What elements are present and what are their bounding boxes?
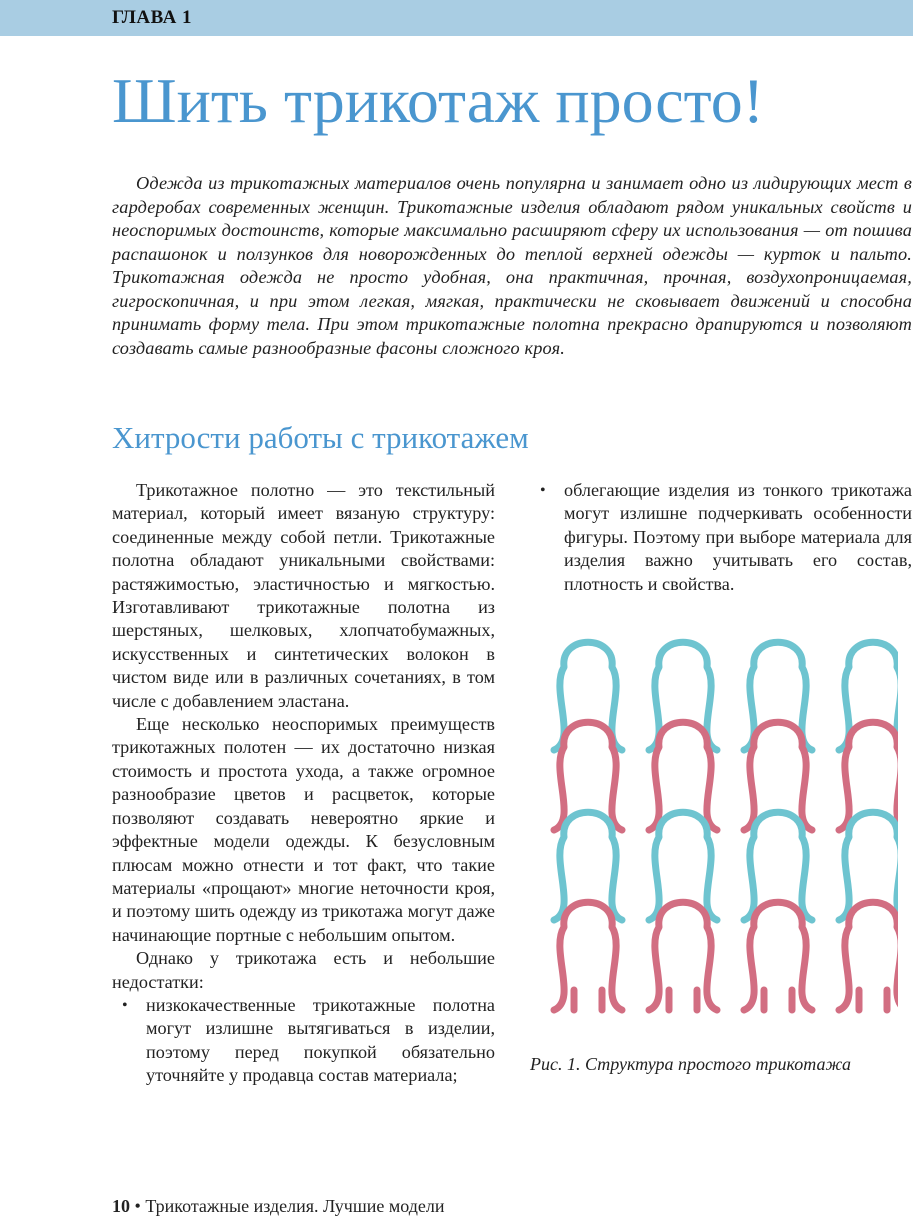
right-column (540, 479, 912, 596)
book-title: Трикотажные изделия. Лучшие модели (145, 1196, 445, 1216)
drawbacks-list-continued (540, 479, 912, 596)
page-title: Шить трикотаж просто! (112, 65, 765, 136)
pink-loop (554, 902, 622, 1010)
left-column (112, 479, 495, 1088)
pink-loop (744, 902, 812, 1010)
list-item-text: низкокачественные трикотажные полотна могут излишне вытягиваться в изделии, поэтому перед покупкой обязательно уточняйте у продавца состав материала; (146, 994, 495, 1086)
intro-paragraph: Одежда из трикотажных материалов очень популярна и занимает одно из лидирующих мест в гардеробах современных женщин. Трикотажные изделия обладают рядом уникальных свойств и неоспоримых достоинств, которые максимально расширяют сферу их использования — от пошива распашонок и ползунков для новорожденных до теплой верхней одежды — курток и пальто. Трикотажная одежда не просто удобная, она практичная, прочная, воздухопроницаемая, гигроскопичная, и при этом легкая, мягкая, практически не сковывает движений и способна принимать форму тела. При этом трикотажные полотна прекрасно драпируются и позволяют создавать самые разнообразные фасоны сложного кроя. (112, 173, 912, 358)
body-paragraph: Однако у трикотажа есть и небольшие недостатки: (112, 948, 495, 992)
bullet-icon: • (122, 996, 128, 1014)
list-item (540, 479, 912, 596)
chapter-label: ГЛАВА 1 (112, 7, 193, 28)
chapter-header-bar (0, 0, 913, 36)
pink-loop (649, 902, 717, 1010)
list-item (112, 994, 495, 1088)
page-number: 10 (112, 1196, 130, 1216)
knit-structure-illustration (538, 630, 898, 1015)
bullet-icon: • (540, 482, 546, 499)
body-paragraph: Еще несколько неоспоримых преимуществ трикотажных полотен — их достаточно низкая стоимость и простота ухода, а также огромное разнообразие цветов и расцветок, которые позволяют создавать невероятно яркие и эффектные модели одежды. К безусловным плюсам можно отнести и тот факт, что такие материалы «прощают» многие неточности кроя, и поэтому шить одежду из трикотажа могут даже начинающие портные с небольшим опытом. (112, 714, 495, 945)
footer-separator: • (134, 1196, 141, 1216)
list-item-text: облегающие изделия из тонкого трикотажа могут излишне подчеркивать особенности фигуры. Поэтому при выборе материала для изделия важно учитывать его состав, плотность и свойства. (564, 480, 912, 594)
page-footer (112, 1196, 444, 1217)
body-paragraph: Трикотажное полотно — это текстильный материал, который имеет вязаную структуру: соединенные между собой петли. Трикотажные полотна обладают уникальными свойствами: растяжимостью, эластичностью и мягкостью. Изготавливают трикотажные полотна из шерстяных, шелковых, хлопчатобумажных, искусственных и синтетических волокон в чистом виде или в различных сочетаниях, в том числе с добавлением эластана. (112, 480, 495, 711)
figure-caption: Рис. 1. Структура простого трикотажа (530, 1054, 851, 1074)
section-heading: Хитрости работы с трикотажем (112, 420, 529, 455)
drawbacks-list (112, 994, 495, 1088)
